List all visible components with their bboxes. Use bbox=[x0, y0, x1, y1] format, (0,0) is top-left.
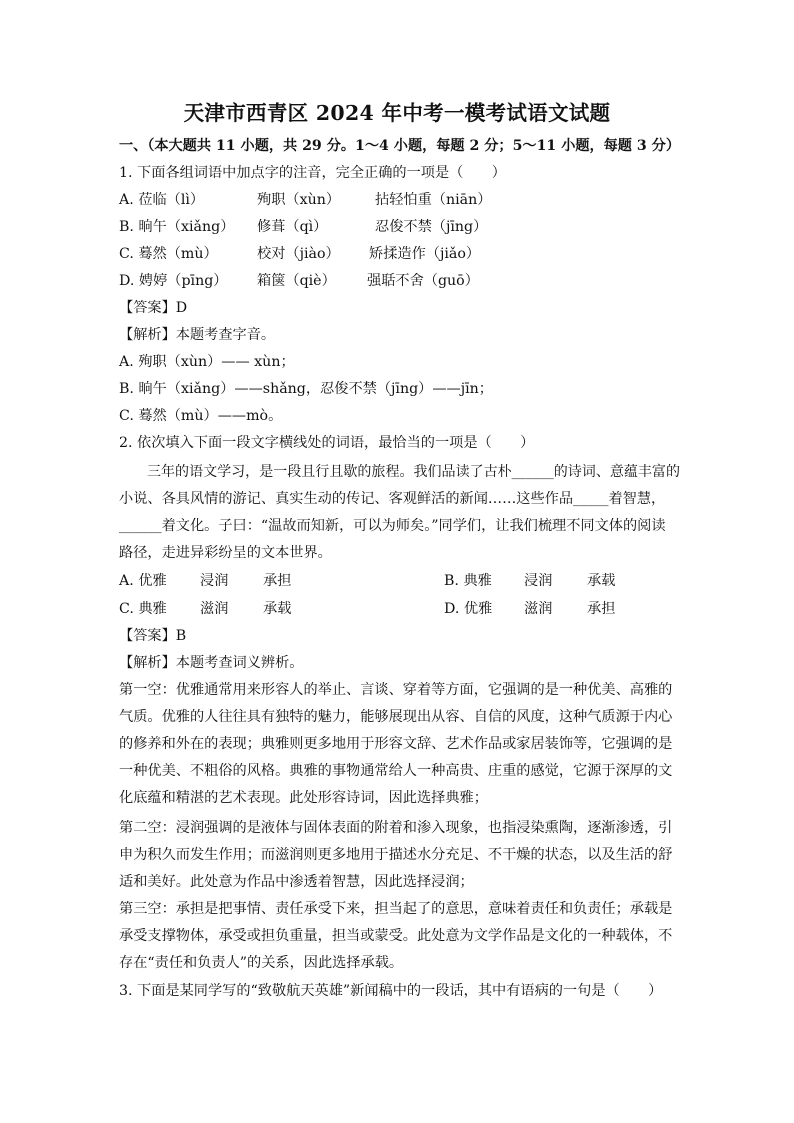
q1-option-b-word3: 忍俊不禁（jīng） bbox=[375, 219, 488, 235]
q2-analysis-line: 申为积久而发生作用；而滋润则更多地用于描述水分充足、不干燥的状态，以及生活的舒 bbox=[119, 847, 673, 863]
q2-analysis-line: 存在“责任和负责人”的关系，因此选择承载。 bbox=[119, 955, 404, 971]
q1-analysis-line: C. 蓦然（mù）——mò。 bbox=[119, 408, 283, 424]
q1-option-c-word2: 校对（jiào） bbox=[257, 246, 340, 262]
q2-analysis-line: 第二空：浸润强调的是液体与固体表面的附着和渗入现象，也指浸染熏陶，逐渐渗透，引 bbox=[119, 820, 673, 836]
question-2-stem: 2. 依次填入下面一段文字横线处的词语，最恰当的一项是（ ） bbox=[119, 435, 535, 451]
q1-analysis-line: B. 晌午（xiǎng）——shǎng，忍俊不禁（jīng）——jīn； bbox=[119, 381, 493, 397]
q1-option-a: A. 莅临（lì） bbox=[119, 192, 205, 208]
q2-option-c: C. 典雅 bbox=[119, 601, 167, 617]
question-1-stem: 1. 下面各组词语中加点字的注音，完全正确的一项是（ ） bbox=[119, 165, 506, 181]
section-header: 一、（本大题共 11 小题，共 29 分。1～4 小题，每题 2 分；5～11 小题，每题 3 分） bbox=[119, 138, 680, 154]
q2-analysis-line: 第一空：优雅通常用来形容人的举止、言谈、穿着等方面，它强调的是一种优美、高雅的 bbox=[119, 682, 673, 698]
q1-option-d: D. 娉婷（pīng） bbox=[119, 273, 228, 289]
q2-option-d-word2: 滋润 bbox=[524, 601, 553, 617]
q2-analysis-line: 气质。优雅的人往往具有独特的魅力，能够展现出从容、自信的风度，这种气质源于内心 bbox=[119, 709, 673, 725]
q1-analysis-heading: 【解析】本题考查字音。 bbox=[119, 327, 276, 343]
q2-option-a-word3: 承担 bbox=[263, 573, 292, 589]
q2-analysis-line: 承受支撑物体，承受或担负重量，担当或蒙受。此处意为文学作品是文化的一种载体，不 bbox=[119, 928, 673, 944]
q2-option-a-word2: 浸润 bbox=[200, 573, 229, 589]
q1-option-b: B. 晌午（xiǎng） bbox=[119, 219, 235, 235]
q2-passage-line: 小说、各具风情的游记、真实生动的传记、客观鲜活的新闻……这些作品_____着智慧， bbox=[119, 491, 666, 507]
q2-analysis-line: 一种优美、不粗俗的风格。典雅的事物通常给人一种高贵、庄重的感觉，它源于深厚的文 bbox=[119, 763, 673, 779]
q2-option-a: A. 优雅 bbox=[119, 573, 167, 589]
q1-option-b-word2: 修葺（qì） bbox=[257, 219, 328, 235]
page-title: 天津市西青区 2024 年中考一模考试语文试题 bbox=[183, 101, 611, 125]
q2-passage-line: ______着文化。子曰：“温故而知新，可以为师矣。”同学们，让我们梳理不同文体的阅读 bbox=[119, 518, 666, 534]
q2-option-d: D. 优雅 bbox=[444, 601, 493, 617]
q2-analysis-line: 化底蕴和精湛的艺术表现。此处形容诗词，因此选择典雅； bbox=[119, 790, 488, 806]
q2-answer: 【答案】B bbox=[119, 628, 187, 644]
q2-option-b-word3: 承载 bbox=[587, 573, 616, 589]
q1-analysis-line: A. 殉职（xùn）—— xùn； bbox=[119, 354, 295, 370]
q1-option-a-word3: 拈轻怕重（niān） bbox=[375, 192, 492, 208]
q2-analysis-line: 适和美好。此处意为作品中渗透着智慧，因此选择浸润； bbox=[119, 874, 474, 890]
q1-option-c: C. 蓦然（mù） bbox=[119, 246, 218, 262]
q2-passage-line: 路径，走进异彩纷呈的文本世界。 bbox=[119, 545, 332, 561]
q2-analysis-line: 第三空：承担是把事情、责任承受下来，担当起了的意思，意味着责任和负责任；承载是 bbox=[119, 901, 673, 917]
q2-option-b: B. 典雅 bbox=[444, 573, 492, 589]
q2-option-d-word3: 承担 bbox=[587, 601, 616, 617]
q1-answer: 【答案】D bbox=[119, 300, 188, 316]
q2-option-b-word2: 浸润 bbox=[524, 573, 553, 589]
q2-analysis-line: 的修养和外在的表现；典雅则更多地用于形容文辞、艺术作品或家居装饰等，它强调的是 bbox=[119, 736, 673, 752]
q2-option-c-word3: 承载 bbox=[263, 601, 292, 617]
question-3-stem: 3. 下面是某同学写的“致敬航天英雄”新闻稿中的一段话，其中有语病的一句是（ ） bbox=[119, 983, 663, 999]
q2-analysis-heading: 【解析】本题考查词义辨析。 bbox=[119, 655, 304, 671]
q2-option-c-word2: 滋润 bbox=[200, 601, 229, 617]
q2-passage-line: 三年的语文学习，是一段且行且歇的旅程。我们品读了古朴______的诗词、意蕴丰富的 bbox=[147, 464, 680, 480]
q1-option-c-word3: 矫揉造作（jiǎo） bbox=[369, 246, 481, 262]
q1-option-a-word2: 殉职（xùn） bbox=[257, 192, 341, 208]
q1-option-d-word2: 箱箧（qiè） bbox=[257, 273, 336, 289]
q1-option-d-word3: 强聒不舍（guō） bbox=[367, 273, 479, 289]
